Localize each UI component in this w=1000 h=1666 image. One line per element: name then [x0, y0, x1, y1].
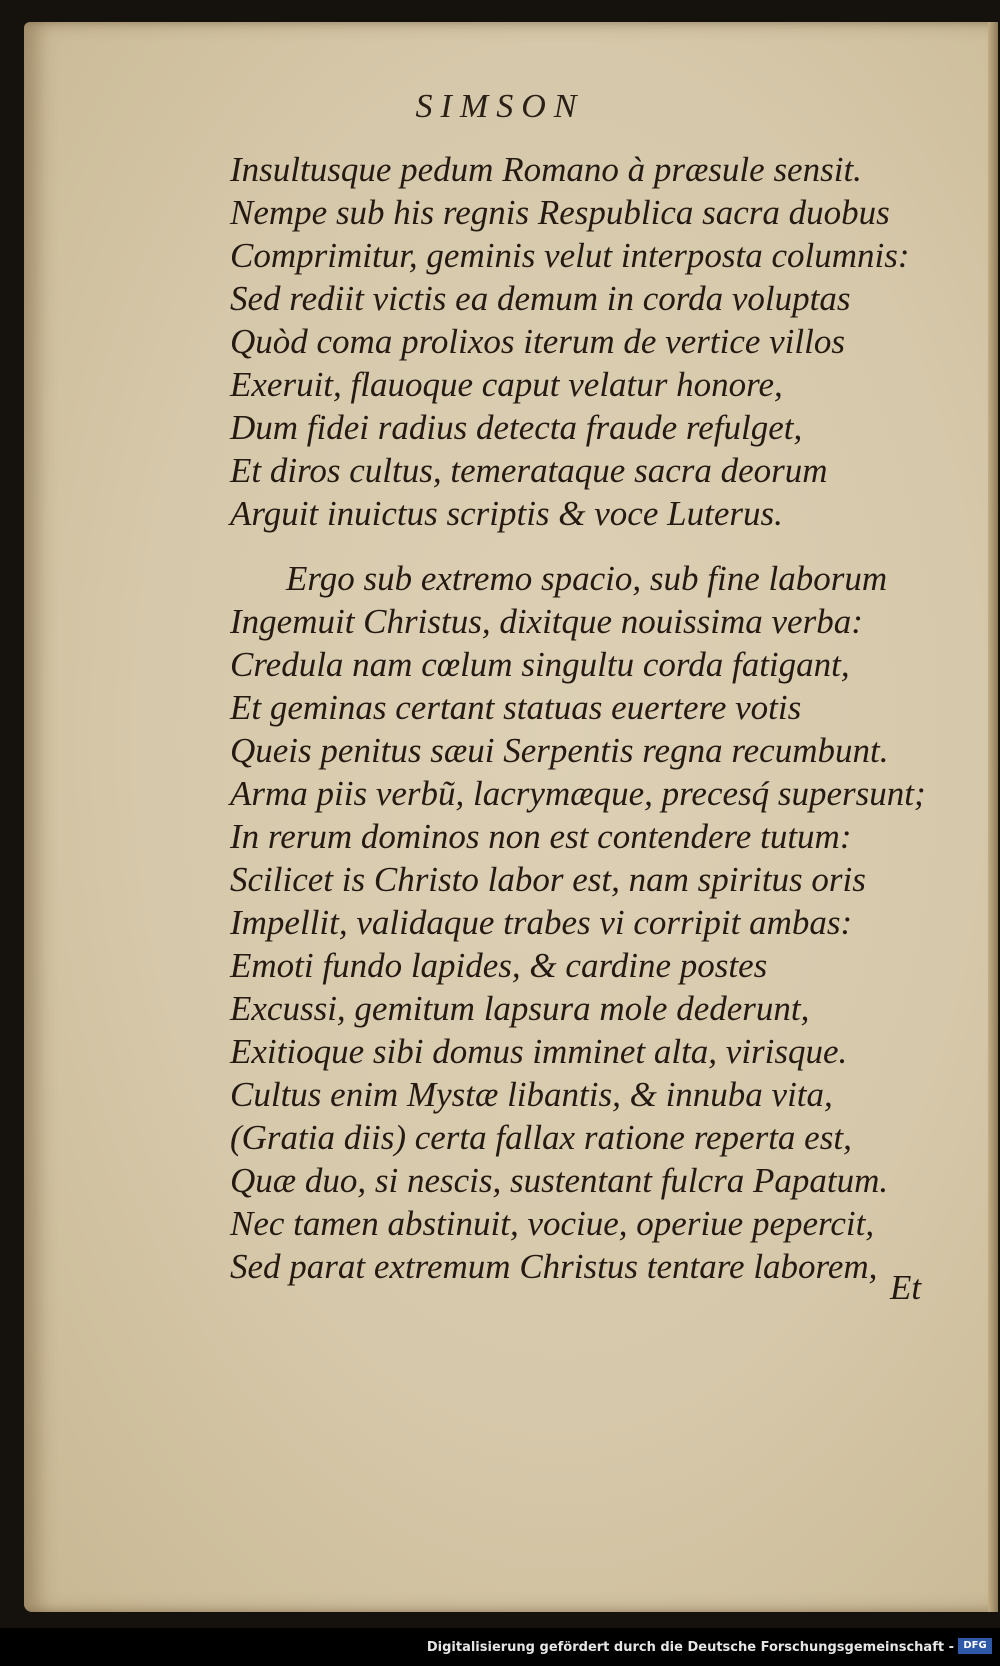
catchword: Et [890, 1268, 922, 1307]
verse-line: Dum fidei radius detecta fraude refulget, [230, 408, 803, 447]
verse-line: Sed rediit victis ea demum in corda voluptas [230, 279, 851, 318]
verse-line: Et geminas certant statuas euertere votis [230, 688, 802, 727]
verse-line: Nempe sub his regnis Respublica sacra duobus [230, 193, 890, 232]
dfg-logo: DFG [958, 1638, 992, 1654]
verse-line: Insultusque pedum Romano à præsule sensit. [230, 150, 862, 189]
verse-line: Cultus enim Mystæ libantis, & innuba vita, [230, 1075, 833, 1114]
verse-stanza-1 [230, 148, 950, 535]
verse-line: Scilicet is Christo labor est, nam spiritus oris [230, 860, 866, 899]
running-head: SIMSON [415, 88, 585, 125]
verse-line: Ingemuit Christus, dixitque nouissima verba: [230, 602, 863, 641]
footer-credit: Digitalisierung gefördert durch die Deutsche Forschungsgemeinschaft - [426, 1640, 954, 1655]
verse-line: In rerum dominos non est contendere tutum: [230, 817, 852, 856]
verse-line: Impellit, validaque trabes vi corripit ambas: [230, 903, 853, 942]
verse-line: Sed parat extremum Christus tentare laborem, [230, 1247, 878, 1286]
verse-line: Exitioque sibi domus imminet alta, virisque. [230, 1032, 848, 1071]
verse-line: Et diros cultus, temerataque sacra deorum [230, 451, 828, 490]
verse-line: Emoti fundo lapides, & cardine postes [230, 946, 768, 985]
verse-line: Credula nam cœlum singultu corda fatigant, [230, 645, 850, 684]
verse-line: Exeruit, flauoque caput velatur honore, [230, 365, 783, 404]
page-edge [988, 22, 998, 1612]
verse-text [230, 148, 950, 1288]
verse-line: Ergo sub extremo spacio, sub fine laborum [286, 559, 888, 598]
verse-line: (Gratia diis) certa fallax ratione reperta est, [230, 1118, 852, 1157]
verse-line: Quæ duo, si nescis, sustentant fulcra Papatum. [230, 1161, 889, 1200]
verse-stanza-2 [230, 557, 950, 1288]
verse-line: Comprimitur, geminis velut interposta columnis: [230, 236, 910, 275]
verse-line: Excussi, gemitum lapsura mole dederunt, [230, 989, 810, 1028]
stanza-gap [230, 535, 950, 557]
verse-line: Arma piis verbũ, lacrymæque, precesq́ supersunt; [230, 774, 926, 813]
digitization-footer [0, 1628, 1000, 1666]
verse-line: Arguit inuictus scriptis & voce Luterus. [230, 494, 783, 533]
verse-line: Nec tamen abstinuit, vociue, operiue pepercit, [230, 1204, 875, 1243]
verse-line: Quòd coma prolixos iterum de vertice villos [230, 322, 845, 361]
verse-line: Queis penitus sæui Serpentis regna recumbunt. [230, 731, 889, 770]
